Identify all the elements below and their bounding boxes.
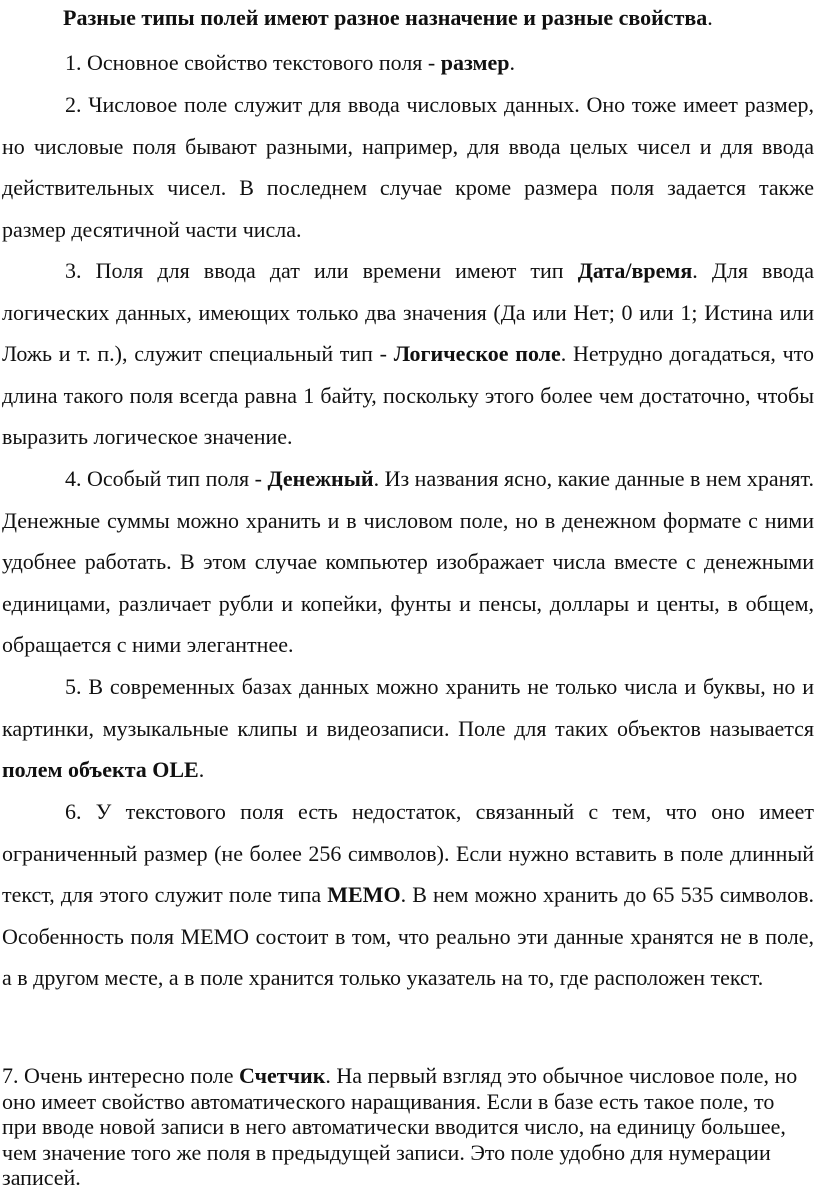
paragraph-3-text-3: . Нетрудно догадаться, что длина такого поля всегда равна 1 байту, поскольку этого более чем достаточно, чтобы выразить логическое значение. [2,341,814,449]
paragraph-4 [0,458,816,666]
paragraph-7-text: 7. Очень интересно поле [2,1063,240,1088]
paragraph-3-text: 3. Поля для ввода дат или времени имеют тип [65,258,578,283]
heading-tail: . [707,5,713,30]
paragraph-1-tail: . [509,50,515,75]
paragraph-6-text-2: . В нем можно хранить до 65 535 символов. Особенность поля MEMO состоит в том, что реально эти данные хранятся не в поле, а в другом месте, а в поле хранится только указатель на то, где расположен текст. [2,882,814,990]
paragraph-4-term-currency: Денежный [267,466,374,491]
paragraph-1-term: размер [440,50,510,75]
paragraph-5-tail: . [198,757,205,782]
paragraph-1 [0,42,816,84]
paragraph-4-text-2: . Из названия ясно, какие данные в нем хранят. Денежные суммы можно хранить и в числовом поле, но в денежном формате с ними удобнее работать. В этом случае компьютер изображает числа вместе с денежными единицами, различает рубли и копейки, фунты и пенсы, доллары и центы, в общем, обращается с ними элегантнее. [2,466,814,657]
paragraph-6-term-memo: MEMO [327,882,401,907]
paragraph-5-text: 5. В современных базах данных можно хранить не только числа и буквы, но и картинки, музыкальные клипы и видеозаписи. Поле для таких объектов называется [2,674,814,741]
paragraph-5-term-ole: полем объекта OLE [2,757,199,782]
paragraph-6-text: 6. У текстового поля есть недостаток, связанный с тем, что оно имеет ограниченный размер (не более 256 символов). Если нужно вставить в поле длинный текст, для этого служит поле типа [2,799,814,907]
heading-bold-text: Разные типы полей имеют разное назначение и разные свойства [63,5,708,30]
paragraph-3-text-2: . Для ввода логических данных, имеющих только два значения (Да или Нет; 0 или 1; Истина или Ложь и т. п.), служит специальный тип - [2,258,815,366]
paragraph-1-text: 1. Основное свойство текстового поля - [65,50,441,75]
paragraph-7-term-counter: Счетчик [239,1063,326,1088]
paragraph-7 [0,1063,804,1191]
paragraph-5 [0,666,816,791]
paragraph-2-text: 2. Числовое поле служит для ввода числовых данных. Оно тоже имеет размер, но числовые поля бывают разными, например, для ввода целых чисел и для ввода действительных чисел. В последнем случае кроме размера поля задается также размер десятичной части числа. [2,92,814,242]
paragraph-6 [0,791,816,999]
paragraph-3-term-datetime: Дата/время [577,258,693,283]
paragraph-4-text: 4. Особый тип поля - [65,466,268,491]
paragraph-7-text-2: . На первый взгляд это обычное числовое поле, но оно имеет свойство автоматического наращивания. Если в базе есть такое поле, то при вводе новой записи в него автоматически вводится число, на единицу большее, чем значение того же поля в предыдущей записи. Это поле удобно для нумерации записей. [2,1063,798,1190]
paragraph-3-term-logical: Логическое поле [393,341,561,366]
paragraph-2 [0,84,816,250]
paragraph-3 [0,250,816,458]
document-heading [63,3,713,33]
